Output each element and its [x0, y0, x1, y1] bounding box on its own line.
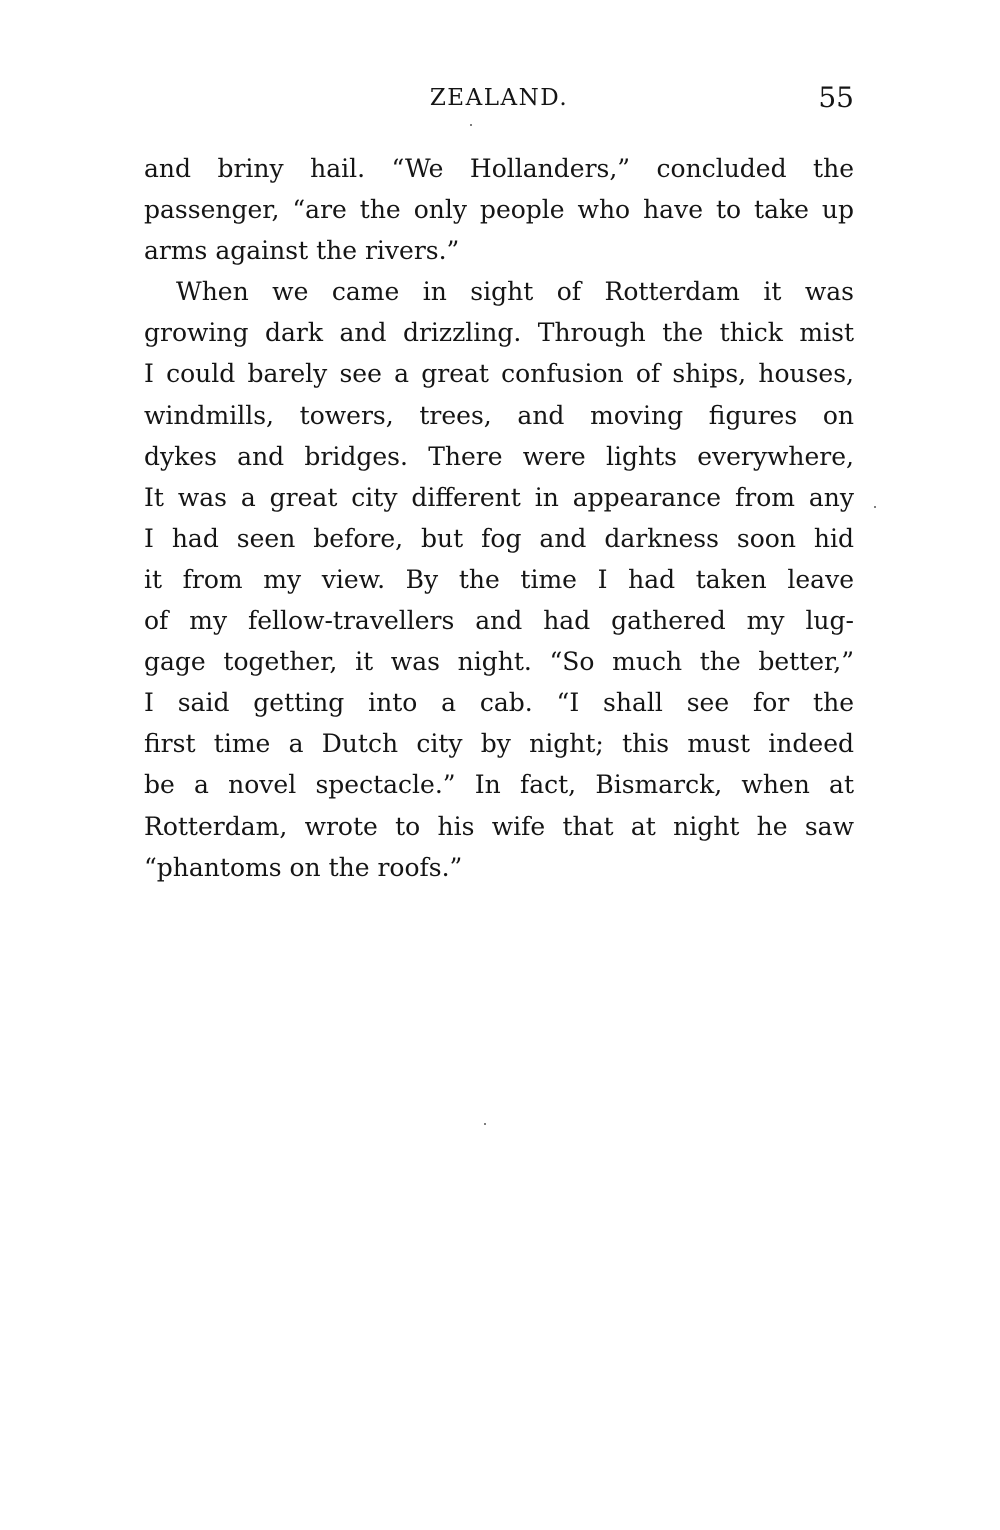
text-line: dykes and bridges. There were lights everywhere,: [144, 441, 854, 471]
print-speck: [874, 506, 876, 508]
page-number: 55: [818, 81, 854, 114]
text-line: of my fellow-travellers and had gathered my lug-: [144, 606, 854, 636]
text-line: first time a Dutch city by night; this must indeed: [144, 729, 854, 759]
text-line: growing dark and drizzling. Through the thick mist: [144, 318, 854, 348]
text-line: I could barely see a great confusion of ships, houses,: [144, 359, 854, 389]
page-header: [144, 80, 854, 116]
text-line: “phantoms on the roofs.”: [144, 852, 463, 882]
text-line: gage together, it was night. “So much the better,”: [144, 647, 854, 677]
print-speck: [484, 1123, 486, 1125]
text-line: I said getting into a cab. “I shall see for the: [144, 688, 854, 718]
text-line: windmills, towers, trees, and moving figures on: [144, 400, 854, 430]
text-line: I had seen before, but fog and darkness soon hid: [144, 523, 854, 553]
body-text: [144, 148, 854, 888]
text-line: When we came in sight of Rotterdam it was: [176, 277, 854, 307]
text-line: Rotterdam, wrote to his wife that at night he saw: [144, 811, 854, 841]
text-line: passenger, “are the only people who have to take up: [144, 195, 854, 225]
text-line: It was a great city different in appearance from any: [144, 482, 854, 512]
text-line: arms against the rivers.”: [144, 236, 460, 266]
running-title: ZEALAND.: [429, 85, 569, 111]
text-line: be a novel spectacle.” In fact, Bismarck, when at: [144, 770, 854, 800]
text-line: and briny hail. “We Hollanders,” concluded the: [144, 154, 854, 183]
text-line: it from my view. By the time I had taken leave: [144, 564, 854, 594]
print-speck: [470, 124, 472, 126]
